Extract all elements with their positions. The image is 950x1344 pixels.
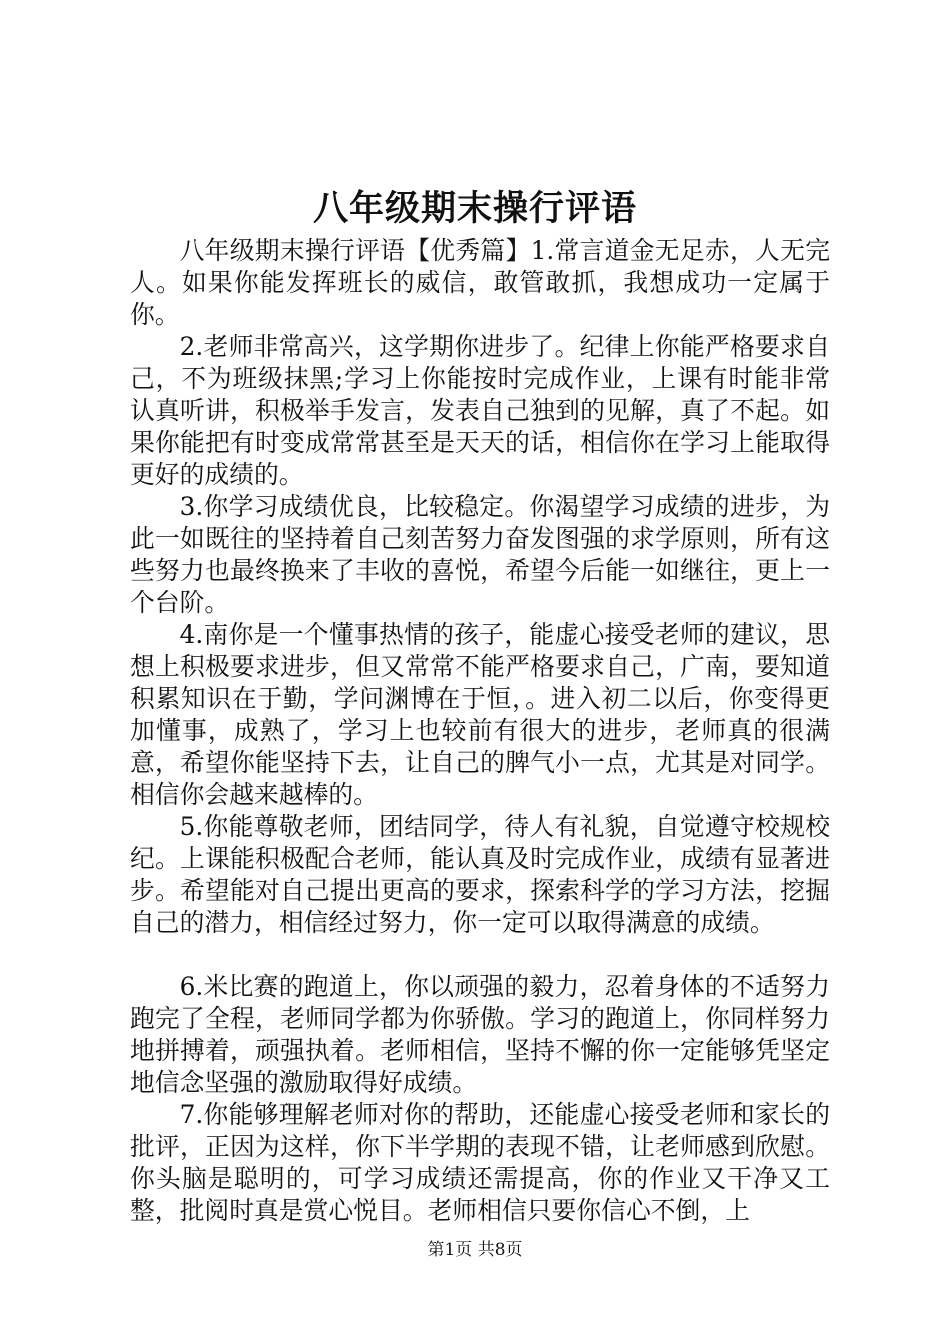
paragraph-5: 5.你能尊敬老师，团结同学，待人有礼貌，自觉遵守校规校纪。上课能积极配合老师，能认真及时完成作业，成绩有显著进步。希望能对自己提出更高的要求，探索科学的学习方法，挖掘自己的潜力，相信经过努力，你一定可以取得满意的成绩。 [130,812,830,937]
document-body [130,235,830,1227]
paragraph-7: 7.你能够理解老师对你的帮助，还能虚心接受老师和家长的批评，正因为这样，你下半学期的表现不错，让老师感到欣慰。你头脑是聪明的，可学习成绩还需提高，你的作业又干净又工整，批阅时真是赏心悦目。老师相信只要你信心不倒，上 [130,1100,830,1225]
paragraph-3: 3.你学习成绩优良，比较稳定。你渴望学习成绩的进步，为此一如既往的坚持着自己刻苦努力奋发图强的求学原则，所有这些努力也最终换来了丰收的喜悦，希望今后能一如继往，更上一个台阶。 [130,492,830,617]
paragraph-6: 6.米比赛的跑道上，你以顽强的毅力，忍着身体的不适努力跑完了全程，老师同学都为你骄傲。学习的跑道上，你同样努力地拼搏着，顽强执着。老师相信，坚持不懈的你一定能够凭坚定地信念坚强的激励取得好成绩。 [130,972,830,1097]
paragraph-1: 八年级期末操行评语【优秀篇】1.常言道金无足赤，人无完人。如果你能发挥班长的威信，敢管敢抓，我想成功一定属于你。 [130,236,830,329]
document-title: 八年级期末操行评语 [312,188,637,229]
paragraph-4: 4.南你是一个懂事热情的孩子，能虚心接受老师的建议，思想上积极要求进步，但又常常不能严格要求自己，广南，要知道积累知识在于勤，学问渊博在于恒，。进入初二以后，你变得更加懂事，成熟了，学习上也较前有很大的进步，老师真的很满意，希望你能坚持下去，让自己的脾气小一点，尤其是对同学。相信你会越来越棒的。 [130,620,830,809]
page-number-footer: 第1页 共8页 [427,1240,523,1260]
paragraph-2: 2.老师非常高兴，这学期你进步了。纪律上你能严格要求自己，不为班级抹黑;学习上你能按时完成作业，上课有时能非常认真听讲，积极举手发言，发表自己独到的见解，真了不起。如果你能把有时变成常常甚至是天天的话，相信你在学习上能取得更好的成绩的。 [130,332,830,489]
